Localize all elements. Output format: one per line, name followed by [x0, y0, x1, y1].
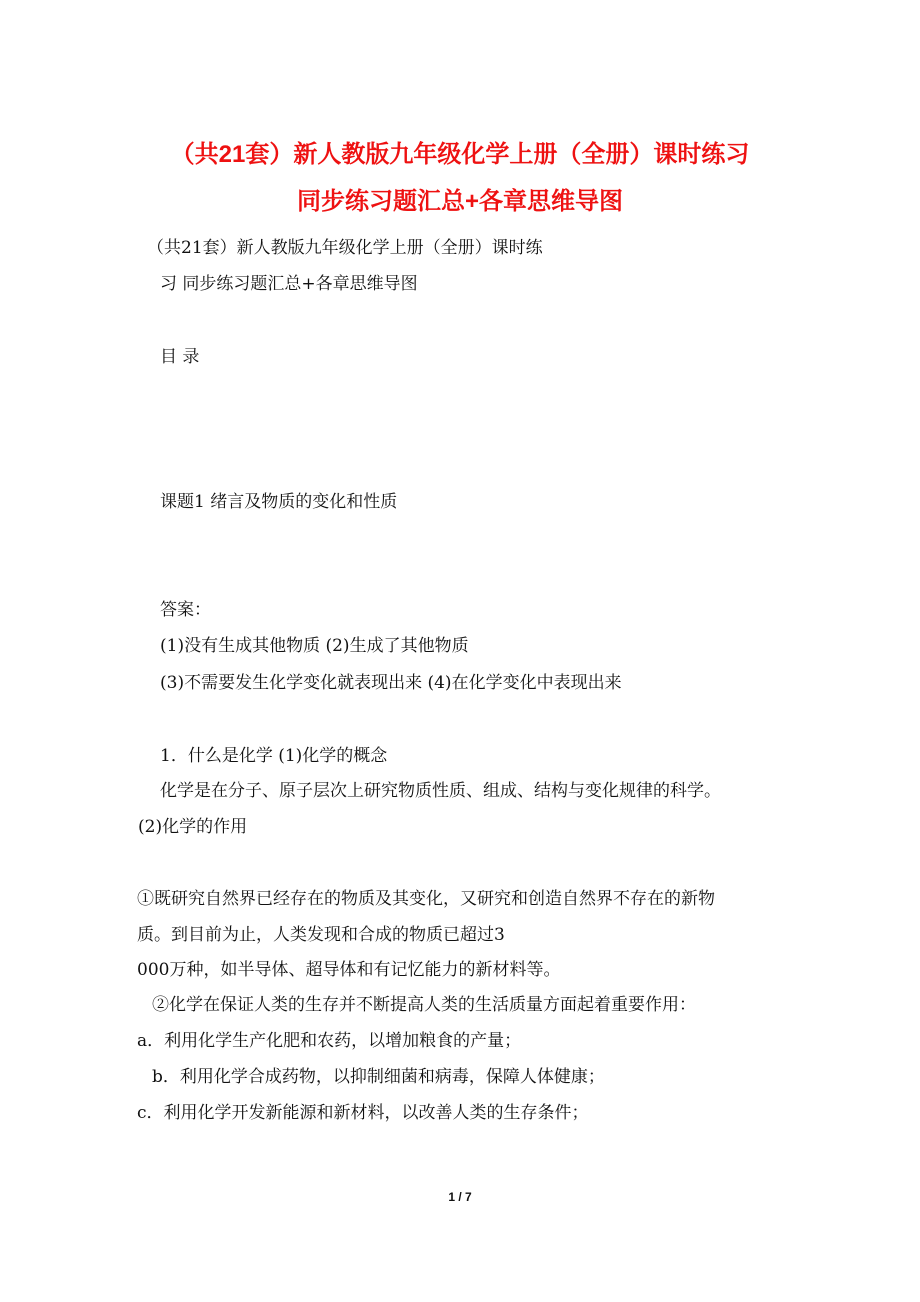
- toc-heading: 目 录: [160, 347, 200, 367]
- paragraph: 化学是在分子、原子层次上研究物质性质、组成、结构与变化规律的科学。: [160, 781, 721, 801]
- answer-line: (1)没有生成其他物质 (2)生成了其他物质: [160, 636, 469, 656]
- paragraph: 000万种，如半导体、超导体和有记忆能力的新材料等。: [137, 960, 561, 980]
- list-item: b．利用化学合成药物，以抑制细菌和病毒，保障人体健康；: [152, 1067, 605, 1087]
- document-title-line2: 同步练习题汇总+各章思维导图: [296, 188, 623, 215]
- subtitle-line1: （共21套）新人教版九年级化学上册（全册）课时练: [147, 238, 543, 258]
- list-item: c．利用化学开发新能源和新材料，以改善人类的生存条件；: [137, 1103, 589, 1123]
- answer-label: 答案：: [160, 600, 211, 620]
- lesson-heading: 课题1 绪言及物质的变化和性质: [160, 492, 398, 512]
- page-number: 1 / 7: [448, 1190, 472, 1204]
- subtitle-line2: 习 同步练习题汇总+各章思维导图: [160, 274, 418, 294]
- subheading: (2)化学的作用: [138, 817, 248, 837]
- paragraph: ②化学在保证人类的生存并不断提高人类的生活质量方面起着重要作用：: [152, 995, 696, 1015]
- list-item: a．利用化学生产化肥和农药，以增加粮食的产量；: [137, 1031, 522, 1051]
- question-heading: 1．什么是化学 (1)化学的概念: [160, 746, 388, 766]
- paragraph: 质。到目前为止，人类发现和合成的物质已超过3: [137, 925, 505, 945]
- answer-line: (3)不需要发生化学变化就表现出来 (4)在化学变化中表现出来: [160, 673, 622, 693]
- document-title-line1: （共21套）新人教版九年级化学上册（全册）课时练习: [170, 141, 750, 168]
- paragraph: ①既研究自然界已经存在的物质及其变化，又研究和创造自然界不存在的新物: [137, 889, 715, 909]
